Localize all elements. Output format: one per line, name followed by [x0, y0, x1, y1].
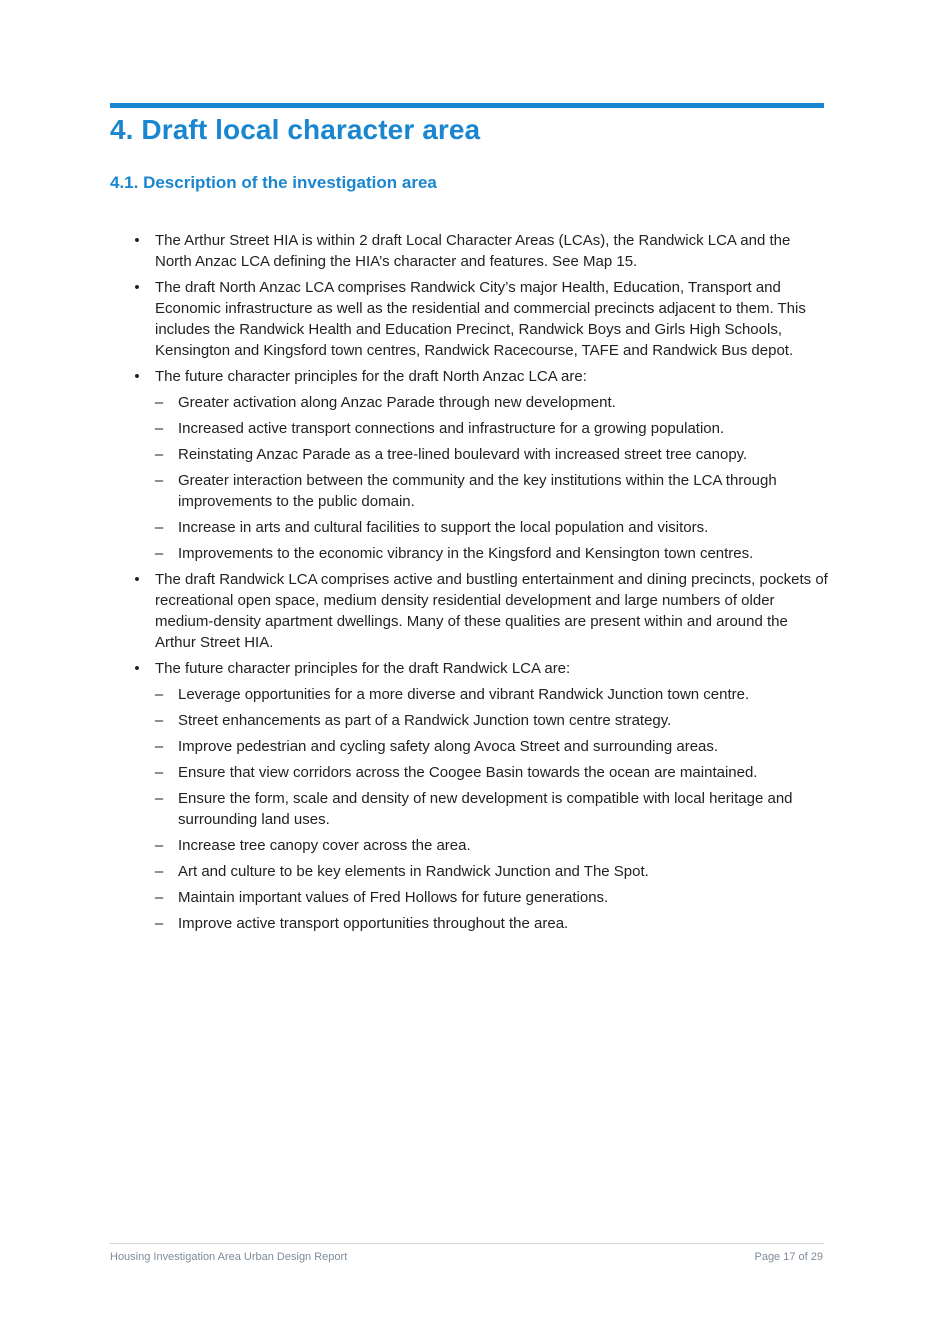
sub-item: [130, 788, 830, 830]
item-text: Improve pedestrian and cycling safety along Avoca Street and surrounding areas.: [178, 738, 719, 755]
sub-item: [130, 913, 830, 934]
item-text: The future character principles for the draft Randwick LCA are:: [155, 660, 571, 677]
item-text: Improvements to the economic vibrancy in the Kingsford and Kensington town centres.: [178, 545, 754, 562]
footer-page-number: Page 17 of 29: [754, 1251, 823, 1263]
sub-item: [130, 517, 830, 538]
bullet-item: [130, 569, 830, 653]
item-text: Reinstating Anzac Parade as a tree-lined boulevard with increased street tree canopy.: [178, 446, 748, 463]
item-text: Ensure the form, scale and density of new development is compatible with local heritage and surrounding land uses.: [178, 790, 793, 828]
sub-item: [130, 710, 830, 731]
dash-marker: –: [154, 472, 164, 489]
dash-marker: –: [154, 863, 164, 880]
subsection-heading: 4.1. Description of the investigation area: [110, 173, 437, 192]
footer-rule: [110, 1243, 824, 1244]
dash-marker: –: [154, 519, 164, 536]
item-text: Ensure that view corridors across the Coogee Basin towards the ocean are maintained.: [178, 764, 758, 781]
sub-item: [130, 444, 830, 465]
sub-item: [130, 736, 830, 757]
sub-item: [130, 418, 830, 439]
dash-marker: –: [154, 686, 164, 703]
item-text: Increased active transport connections and infrastructure for a growing population.: [178, 420, 725, 437]
dash-marker: –: [154, 738, 164, 755]
bullet-item: [130, 658, 830, 679]
bullet-item: [130, 230, 830, 272]
dash-marker: –: [154, 394, 164, 411]
item-text: Greater interaction between the community and the key institutions within the LCA through improvements to the public domain.: [178, 472, 777, 510]
bullet-marker: •: [134, 571, 140, 588]
bullet-item: [130, 366, 830, 387]
sub-item: [130, 835, 830, 856]
item-text: The draft North Anzac LCA comprises Randwick City’s major Health, Education, Transport and Economic infrastructure as well as the residential and commercial precincts adjacent to them. This includes the Randwick Health and Education Precinct, Randwick Boys and Girls High Schools, Kensington and Kingsford town centres, Randwick Racecourse, TAFE and Randwick Bus depot.: [155, 279, 806, 359]
item-text: Street enhancements as part of a Randwick Junction town centre strategy.: [178, 712, 672, 729]
dash-marker: –: [154, 790, 164, 807]
dash-marker: –: [154, 420, 164, 437]
dash-marker: –: [154, 545, 164, 562]
item-text: Maintain important values of Fred Hollows for future generations.: [178, 889, 609, 906]
footer-report-title: Housing Investigation Area Urban Design Report: [110, 1251, 348, 1263]
item-text: Art and culture to be key elements in Randwick Junction and The Spot.: [178, 863, 649, 880]
dash-marker: –: [154, 446, 164, 463]
sub-item: [130, 887, 830, 908]
sub-item: [130, 861, 830, 882]
item-text: Improve active transport opportunities throughout the area.: [178, 915, 569, 932]
sub-item: [130, 762, 830, 783]
item-text: Increase in arts and cultural facilities to support the local population and visitors.: [178, 519, 709, 536]
sub-item: [130, 470, 830, 512]
bullet-marker: •: [134, 660, 140, 677]
bullet-list: [130, 230, 830, 939]
bullet-marker: •: [134, 279, 140, 296]
dash-marker: –: [154, 915, 164, 932]
item-text: Greater activation along Anzac Parade through new development.: [178, 394, 616, 411]
item-text: Leverage opportunities for a more diverse and vibrant Randwick Junction town centre.: [178, 686, 750, 703]
heading-rule: [110, 103, 824, 108]
dash-marker: –: [154, 764, 164, 781]
bullet-item: [130, 277, 830, 361]
dash-marker: –: [154, 837, 164, 854]
item-text: The draft Randwick LCA comprises active and bustling entertainment and dining precincts, pockets of recreational open space, medium density residential development and large numbers of older medium-density apartment dwellings. Many of these qualities are present within and around the Arthur Street HIA.: [155, 571, 828, 651]
item-text: The future character principles for the draft North Anzac LCA are:: [155, 368, 587, 385]
item-text: The Arthur Street HIA is within 2 draft Local Character Areas (LCAs), the Randwick LCA and the North Anzac LCA defining the HIA’s character and features. See Map 15.: [155, 232, 791, 270]
sub-item: [130, 392, 830, 413]
bullet-marker: •: [134, 368, 140, 385]
sub-item: [130, 684, 830, 705]
item-text: Increase tree canopy cover across the area.: [178, 837, 471, 854]
dash-marker: –: [154, 712, 164, 729]
sub-item: [130, 543, 830, 564]
bullet-marker: •: [134, 232, 140, 249]
section-heading: 4. Draft local character area: [110, 114, 481, 145]
dash-marker: –: [154, 889, 164, 906]
